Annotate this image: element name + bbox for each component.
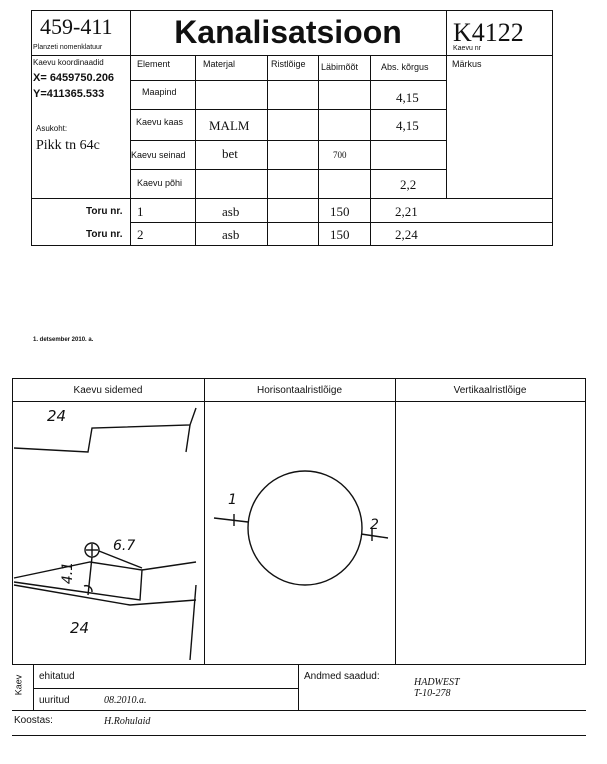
col-cross: Ristlõige <box>271 59 306 69</box>
built-label: ehitatud <box>39 671 75 682</box>
page-title: Kanalisatsioon <box>174 14 402 50</box>
row-height: 4,15 <box>396 90 419 105</box>
pipe-label: Toru nr. <box>86 206 123 217</box>
col-material: Materjal <box>203 59 236 69</box>
pipe-1-line <box>214 518 248 522</box>
coord-y: Y=411365.533 <box>33 88 105 100</box>
surveyed-label: uuritud <box>39 695 70 706</box>
pipe-label: Toru nr. <box>86 229 123 240</box>
col-vertical: Vertikaalristlõige <box>453 385 527 396</box>
row-element: Kaevu kaas <box>136 117 184 127</box>
hand-label-pipe-1: 1 <box>228 492 237 508</box>
row-element: Maapind <box>142 87 177 97</box>
surveyed-value: 08.2010.a. <box>104 695 147 706</box>
document-date: 1. detsember 2010. a. <box>33 337 94 343</box>
pipe-no: 2 <box>137 227 144 242</box>
row-material: MALM <box>209 118 250 133</box>
pipe-diameter: 150 <box>330 204 350 219</box>
building-outline-top <box>14 408 196 452</box>
row-height: 4,15 <box>396 118 419 133</box>
pipe-height: 2,21 <box>395 204 418 219</box>
col-diameter: Läbimõõt <box>321 62 359 72</box>
pipe-2-line <box>361 534 388 538</box>
data-from-label: Andmed saadud: <box>304 671 380 682</box>
well-cross-section <box>248 471 362 585</box>
pipe-material: asb <box>222 204 240 219</box>
hand-label-pipe-2: 2 <box>370 517 379 533</box>
hand-label-67: 6.7 <box>113 538 136 554</box>
col-well-links: Kaevu sidemed <box>73 385 143 396</box>
coord-x: X= 6459750.206 <box>33 72 115 84</box>
sheet-number: 459-411 <box>40 14 113 39</box>
made-by-label: Koostas: <box>14 715 53 726</box>
data-from-value: HADWEST <box>414 677 460 688</box>
location-value: Pikk tn 64c <box>36 138 100 153</box>
parcel-line <box>14 562 142 600</box>
hand-label-24-top: 24 <box>47 407 67 425</box>
parcel-line-right <box>142 562 196 570</box>
coords-caption: Kaevu koordinaadid <box>33 58 104 67</box>
row-element: Kaevu seinad <box>131 150 186 160</box>
col-element: Element <box>137 59 171 69</box>
hand-label-41: 4.1 <box>60 561 77 585</box>
row-material: bet <box>222 146 238 161</box>
pipe-no: 1 <box>137 204 144 219</box>
well-caption: Kaevu nr <box>453 45 482 52</box>
data-from-value-2: T-10-278 <box>414 688 451 699</box>
parcel-line-far <box>190 585 196 660</box>
pipe-diameter: 150 <box>330 227 350 242</box>
col-horizontal: Horisontaalristlõige <box>256 385 343 396</box>
sheet-caption: Planzeti nomenklatuur <box>33 44 103 51</box>
pipe-height: 2,24 <box>395 227 418 242</box>
footer-side-label: Kaev <box>13 674 24 696</box>
well-number: K4122 <box>453 18 524 47</box>
pipe-material: asb <box>222 227 240 242</box>
location-caption: Asukoht: <box>36 124 68 133</box>
col-note: Märkus <box>452 59 482 69</box>
hand-label-24-bottom: 24 <box>70 619 90 637</box>
row-element: Kaevu põhi <box>137 178 183 188</box>
building-outline-top-edge <box>186 425 190 452</box>
col-height: Abs. kõrgus <box>381 62 429 72</box>
row-diameter: 700 <box>333 150 347 160</box>
made-by-value: H.Rohulaid <box>104 716 151 727</box>
row-height: 2,2 <box>400 177 417 192</box>
